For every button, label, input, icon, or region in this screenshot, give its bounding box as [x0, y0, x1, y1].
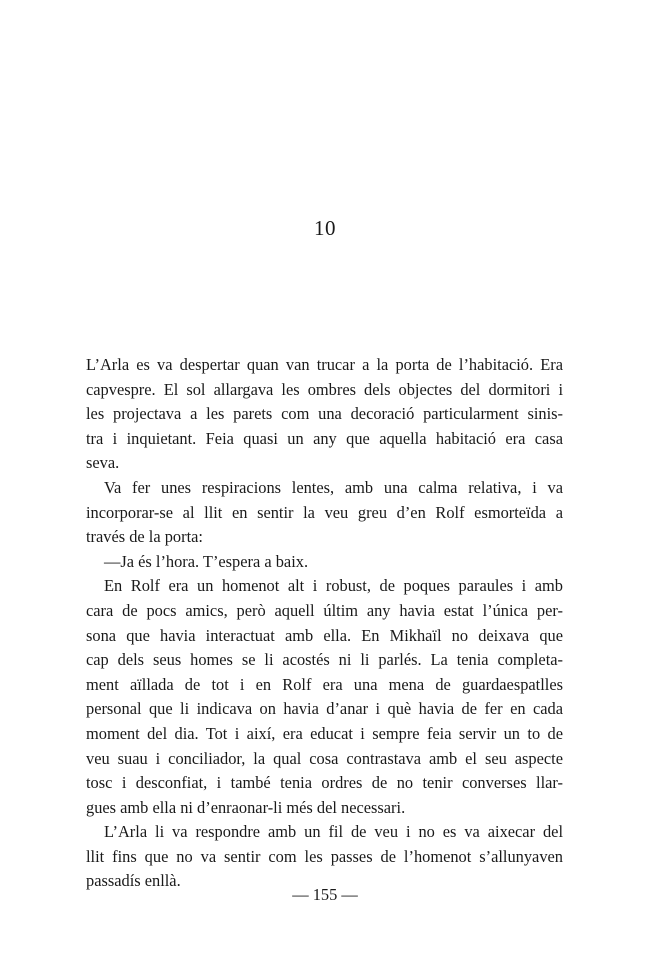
- text-line: —Ja és l’hora. T’espera a baix.: [104, 551, 309, 571]
- text-line: L’Arla es va despertar quan van trucar a la porta de l’habitació. Era: [86, 355, 563, 374]
- text-line: personal que li indicava on havia d’anar i què havia de fer en cada: [86, 699, 563, 719]
- text-line: moment del dia. Tot i així, era educat i sempre feia servir un to de: [86, 723, 563, 743]
- paragraph: [86, 574, 563, 820]
- text-line: seva.: [86, 453, 120, 473]
- text-line: través de la porta:: [86, 527, 203, 547]
- chapter-number: 10: [314, 216, 336, 240]
- page-number: — 155 —: [292, 885, 358, 904]
- text-line: sona que havia interactuat amb ella. En Mikhaïl no deixava que: [86, 625, 563, 645]
- text-line: veu suau i conciliador, la qual cosa contrastava amb el seu aspecte: [86, 748, 563, 768]
- text-line: cara de pocs amics, però aquell últim any havia estat l’única per-: [86, 600, 563, 620]
- chapter-body: [86, 353, 563, 894]
- text-line: tra i inquietant. Feia quasi un any que aquella habitació era casa: [86, 428, 563, 448]
- text-line: cap dels seus homes se li acostés ni li parlés. La tenia completa-: [86, 650, 563, 670]
- text-line: capvespre. El sol allargava les ombres dels objectes del dormitori i: [86, 379, 563, 399]
- text-line: gues amb ella ni d’enraonar-li més del necessari.: [86, 797, 406, 817]
- text-line: Va fer unes respiracions lentes, amb una calma relativa, i va: [104, 477, 563, 497]
- text-line: En Rolf era un homenot alt i robust, de poques paraules i amb: [104, 576, 563, 596]
- text-line: ment aïllada de tot i en Rolf era una mena de guardaespatlles: [86, 674, 563, 694]
- text-line: passadís enllà.: [86, 871, 181, 891]
- paragraph: [86, 550, 563, 575]
- text-line: incorporar-se al llit en sentir la veu greu d’en Rolf esmorteïda a: [86, 502, 563, 522]
- text-line: tosc i desconfiat, i també tenia ordres de no tenir converses llar-: [86, 773, 563, 793]
- paragraph: [86, 353, 563, 476]
- text-line: llit fins que no va sentir com les passes de l’homenot s’allunyaven: [86, 846, 563, 866]
- paragraph: [86, 820, 563, 894]
- text-line: L’Arla li va respondre amb un fil de veu i no es va aixecar del: [104, 822, 563, 842]
- paragraph: [86, 476, 563, 550]
- text-line: les projectava a les parets com una decoració particularment sinis-: [86, 404, 563, 424]
